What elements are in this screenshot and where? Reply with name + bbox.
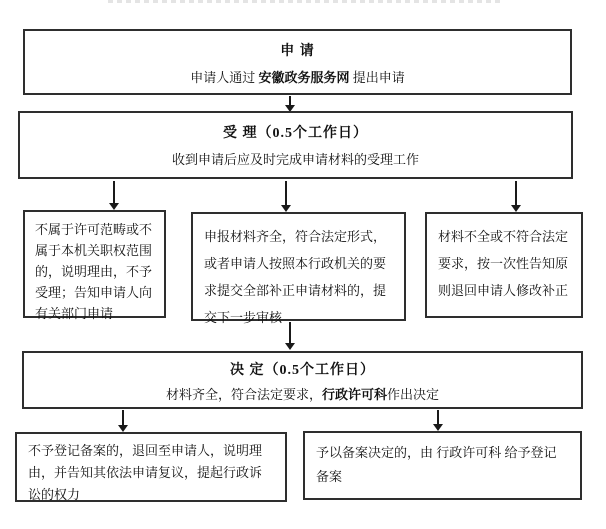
- step-apply-body: [25, 67, 570, 86]
- branch-supplement-text: 材料不全或不符合法定要求，按一次性告知原则退回申请人修改补正: [438, 229, 569, 298]
- outcome-approve-box: [303, 431, 582, 500]
- outcome-reject-text: 不予登记备案的，退回至申请人，说明理由，并告知其依法申请复议，提起行政诉讼的权力: [28, 443, 263, 502]
- step-decide-body-prefix: 材料齐全，符合法定要求，: [165, 387, 322, 402]
- arrow-accept-to-supplement-branch: [515, 181, 517, 206]
- branch-reject-box: [23, 210, 166, 321]
- step-decide-title: 决 定（0.5个工作日）: [230, 363, 375, 378]
- step-apply-body-prefix: 申请人通过: [190, 70, 259, 85]
- arrow-decide-to-approve-outcome: [437, 410, 439, 425]
- step-decide-box: [22, 351, 583, 409]
- step-accept-box: [18, 111, 573, 179]
- step-accept-body: 收到申请后应及时完成申请材料的受理工作: [171, 152, 419, 167]
- step-decide-body-bold: 行政许可科: [321, 387, 387, 402]
- step-accept-title: 受 理（0.5个工作日）: [223, 126, 368, 141]
- arrow-apply-to-accept: [289, 96, 291, 106]
- step-apply-title: 申 请: [280, 44, 315, 59]
- step-decide-body-suffix: 作出决定: [387, 387, 440, 402]
- branch-pass-text: 申报材料齐全，符合法定形式，或者申请人按照本行政机关的要求提交全部补正申请材料的，提交下一步审核: [204, 229, 387, 325]
- branch-supplement-box: [425, 212, 583, 318]
- arrow-accept-to-reject-branch: [113, 181, 115, 204]
- step-apply-body-suffix: 提出申请: [349, 70, 405, 85]
- cropped-title-fragment: [108, 0, 500, 3]
- outcome-reject-box: [15, 432, 287, 502]
- step-apply-body-bold: 安徽政务服务网: [258, 70, 350, 85]
- step-apply-box: [23, 29, 572, 95]
- step-decide-body: [24, 384, 581, 403]
- arrow-pass-to-decide: [289, 322, 291, 344]
- branch-pass-box: [191, 212, 406, 325]
- arrow-accept-to-pass-branch: [285, 181, 287, 206]
- outcome-approve-text: [316, 441, 569, 489]
- outcome-approve-suffix: 给予登记备案: [316, 445, 557, 484]
- branch-reject-text: 不属于许可范畴或不属于本机关职权范围的，说明理由，不予受理；告知申请人向有关部门申请: [35, 222, 153, 321]
- arrow-decide-to-reject-outcome: [122, 410, 124, 426]
- outcome-approve-prefix: 予以备案决定的，由: [316, 445, 437, 460]
- outcome-approve-bold: 行政许可科: [436, 445, 502, 460]
